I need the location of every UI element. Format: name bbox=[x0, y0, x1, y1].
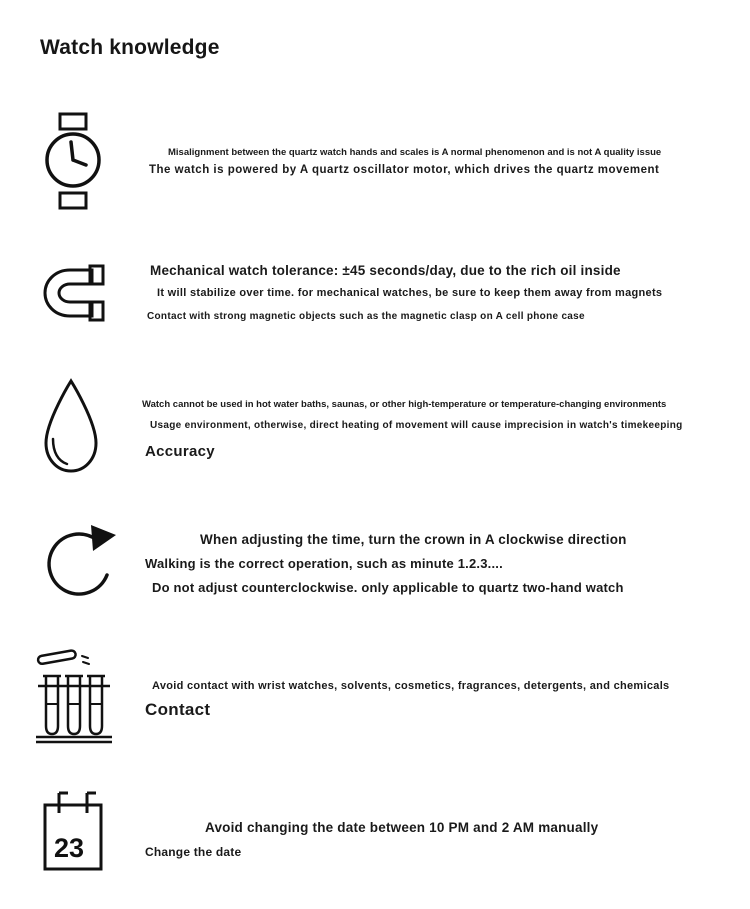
magnet-tolerance: Mechanical watch tolerance: ±45 seconds/day, due to the rich oil inside bbox=[150, 263, 621, 278]
calendar-icon bbox=[42, 791, 104, 873]
magnet-contact: Contact with strong magnetic objects such as the magnetic clasp on A cell phone case bbox=[147, 311, 585, 322]
calendar-day: 23 bbox=[54, 833, 85, 863]
temperature-warning: Watch cannot be used in hot water baths, saunas, or other high-temperature or temperature-changing environments bbox=[142, 399, 667, 410]
accuracy-heading: Accuracy bbox=[145, 443, 215, 460]
water-drop-icon bbox=[40, 377, 102, 477]
test-tubes-icon bbox=[36, 644, 114, 744]
magnet-stabilize: It will stabilize over time. for mechanical watches, be sure to keep them away from magnets bbox=[157, 287, 663, 299]
clockwise-arrow-icon bbox=[42, 518, 120, 602]
date-change-warning: Avoid changing the date between 10 PM and 2 AM manually bbox=[205, 820, 599, 835]
quartz-note: Misalignment between the quartz watch hands and scales is A normal phenomenon and is not A quality issue bbox=[168, 147, 662, 158]
date-change-heading: Change the date bbox=[145, 845, 242, 859]
crown-correct-operation: Walking is the correct operation, such as minute 1.2.3.... bbox=[145, 556, 503, 571]
quartz-main: The watch is powered by A quartz oscillator motor, which drives the quartz movement bbox=[149, 164, 660, 176]
contact-heading: Contact bbox=[145, 700, 211, 719]
crown-no-counterclockwise: Do not adjust counterclockwise. only applicable to quartz two-hand watch bbox=[152, 580, 624, 595]
page-title: Watch knowledge bbox=[40, 36, 220, 59]
magnet-icon bbox=[40, 262, 106, 324]
watch-icon bbox=[42, 112, 104, 210]
usage-environment: Usage environment, otherwise, direct heating of movement will cause imprecision in watch's timekeeping bbox=[150, 420, 683, 431]
crown-clockwise: When adjusting the time, turn the crown in A clockwise direction bbox=[200, 532, 627, 547]
chemical-warning: Avoid contact with wrist watches, solvents, cosmetics, fragrances, detergents, and chemicals bbox=[152, 680, 670, 692]
